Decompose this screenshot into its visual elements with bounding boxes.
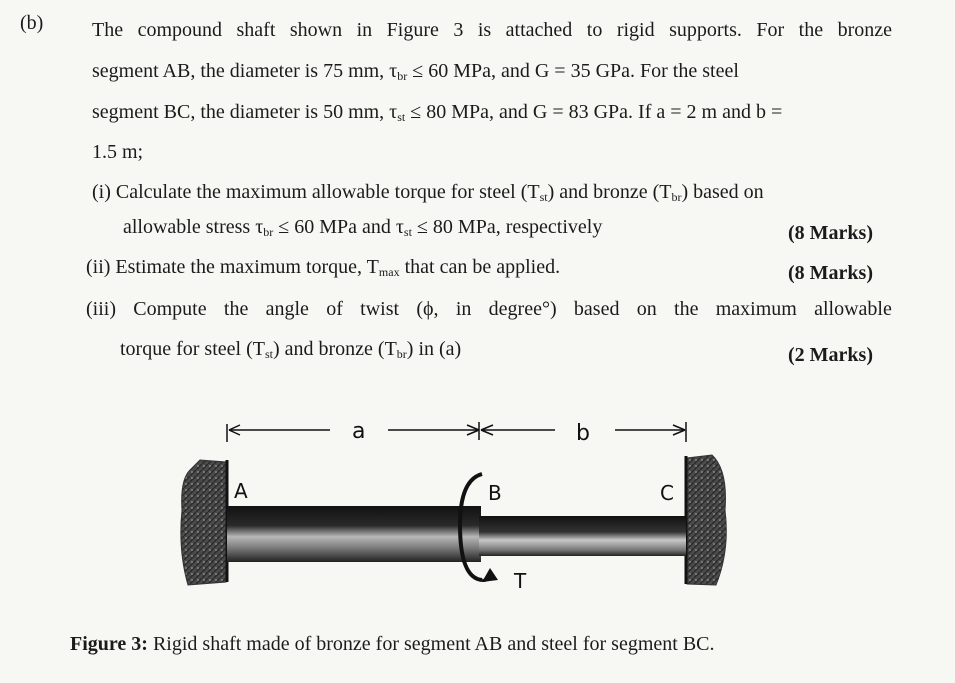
intro-line-1-word: to (586, 19, 603, 41)
question-1-line-1 (92, 181, 764, 204)
q1-sub-st: st (539, 190, 548, 204)
question-3-line-1-word: twist (360, 298, 400, 320)
question-3-marks: (2 Marks) (788, 344, 873, 366)
question-2-marks: (8 Marks) (788, 262, 873, 284)
tau-st-subscript: st (397, 110, 406, 124)
question-1-marks: (8 Marks) (788, 222, 873, 244)
question-3-line-1-word: the (674, 298, 699, 320)
intro-line-2 (92, 60, 739, 83)
intro-line-1-word: rigid (616, 19, 655, 41)
question-3-line-1-word: degree°) (488, 298, 557, 320)
q1-text-a: (i) Calculate the maximum allowable torque for steel (T (92, 181, 540, 203)
q3-text-c: ) in (a) (406, 338, 462, 360)
question-3-line-1-word: in (455, 298, 472, 320)
dimension-a-label: a (352, 419, 366, 444)
figure-caption-label: Figure 3: (70, 633, 148, 655)
intro-line-1-word: the (798, 19, 824, 41)
intro-line-1-word: The (92, 19, 124, 41)
intro-line-1-word: is (477, 19, 492, 41)
intro-line-3-text-a: segment BC, the diameter is 50 mm, τ (92, 101, 398, 123)
q1-line2-sub-st: st (403, 225, 412, 239)
q1-text-b: ) and bronze (T (547, 181, 672, 203)
q2-sub-max: max (378, 265, 400, 279)
part-label: (b) (20, 12, 44, 34)
q1-line2-text-a: allowable stress τ (123, 216, 264, 238)
question-3-line-1-word: angle (265, 298, 309, 320)
figure-caption-text: Rigid shaft made of bronze for segment AB and steel for segment BC. (147, 633, 715, 655)
question-3-line-1 (86, 298, 892, 321)
left-rigid-support (181, 460, 227, 585)
question-1-line-2 (123, 216, 602, 239)
q2-text-a: (ii) Estimate the maximum torque, T (86, 256, 379, 278)
intro-line-1-word: supports. (669, 19, 742, 41)
bronze-segment-ab (227, 506, 481, 562)
intro-line-1-word: bronze (837, 19, 892, 41)
q1-sub-br: br (671, 190, 682, 204)
point-b-label: B (488, 481, 502, 505)
intro-line-1-word: For (756, 19, 785, 41)
dimension-b-label: b (576, 421, 590, 446)
intro-line-1-word: in (356, 19, 373, 41)
right-rigid-support (686, 455, 726, 585)
q3-sub-st: st (264, 347, 273, 361)
tau-br-subscript: br (397, 69, 408, 83)
question-3-line-1-word: allowable (814, 298, 892, 320)
intro-line-2-text-b: ≤ 60 MPa, and G = 35 GPa. For the steel (407, 60, 739, 82)
steel-segment-bc (479, 516, 686, 556)
intro-line-1-word: shown (289, 19, 343, 41)
q2-text-b: that can be applied. (399, 256, 561, 278)
question-3-line-1-word: the (223, 298, 249, 320)
question-3-line-1-word: (ϕ, (416, 298, 439, 320)
q3-text-a: torque for steel (T (120, 338, 265, 360)
figure-caption (70, 633, 715, 656)
intro-line-2-text-a: segment AB, the diameter is 75 mm, τ (92, 60, 398, 82)
question-3-line-1-word: based (573, 298, 620, 320)
intro-line-1-word: Figure (386, 19, 439, 41)
intro-line-1 (92, 19, 892, 42)
q1-line2-sub-br: br (263, 225, 274, 239)
question-3-line-1-word: of (326, 298, 343, 320)
intro-line-1-word: compound (137, 19, 223, 41)
intro-line-1-word: 3 (453, 19, 464, 41)
q3-sub-br: br (396, 347, 407, 361)
intro-line-4: 1.5 m; (92, 141, 144, 163)
torque-label: T (514, 569, 527, 593)
intro-line-1-word: attached (505, 19, 573, 41)
question-3-line-1-word: on (636, 298, 657, 320)
q3-text-b: ) and bronze (T (272, 338, 397, 360)
question-2 (86, 256, 560, 279)
dimension-a (227, 419, 479, 444)
question-3-line-1-word: (iii) (86, 298, 116, 320)
point-a-label: A (234, 479, 248, 503)
point-c-label: C (660, 481, 674, 505)
dimension-b (479, 421, 686, 446)
q1-line2-text-b: ≤ 60 MPa and τ (273, 216, 404, 238)
compound-shaft-figure (160, 410, 740, 610)
question-3-line-1-word: Compute (133, 298, 207, 320)
intro-line-3 (92, 101, 782, 124)
intro-line-1-word: shaft (236, 19, 276, 41)
q1-line2-text-c: ≤ 80 MPa, respectively (411, 216, 603, 238)
intro-line-3-text-b: ≤ 80 MPa, and G = 83 GPa. If a = 2 m and b = (405, 101, 783, 123)
q1-text-c: ) based on (681, 181, 764, 203)
question-3-line-1-word: maximum (715, 298, 797, 320)
question-3-line-2 (120, 338, 461, 361)
